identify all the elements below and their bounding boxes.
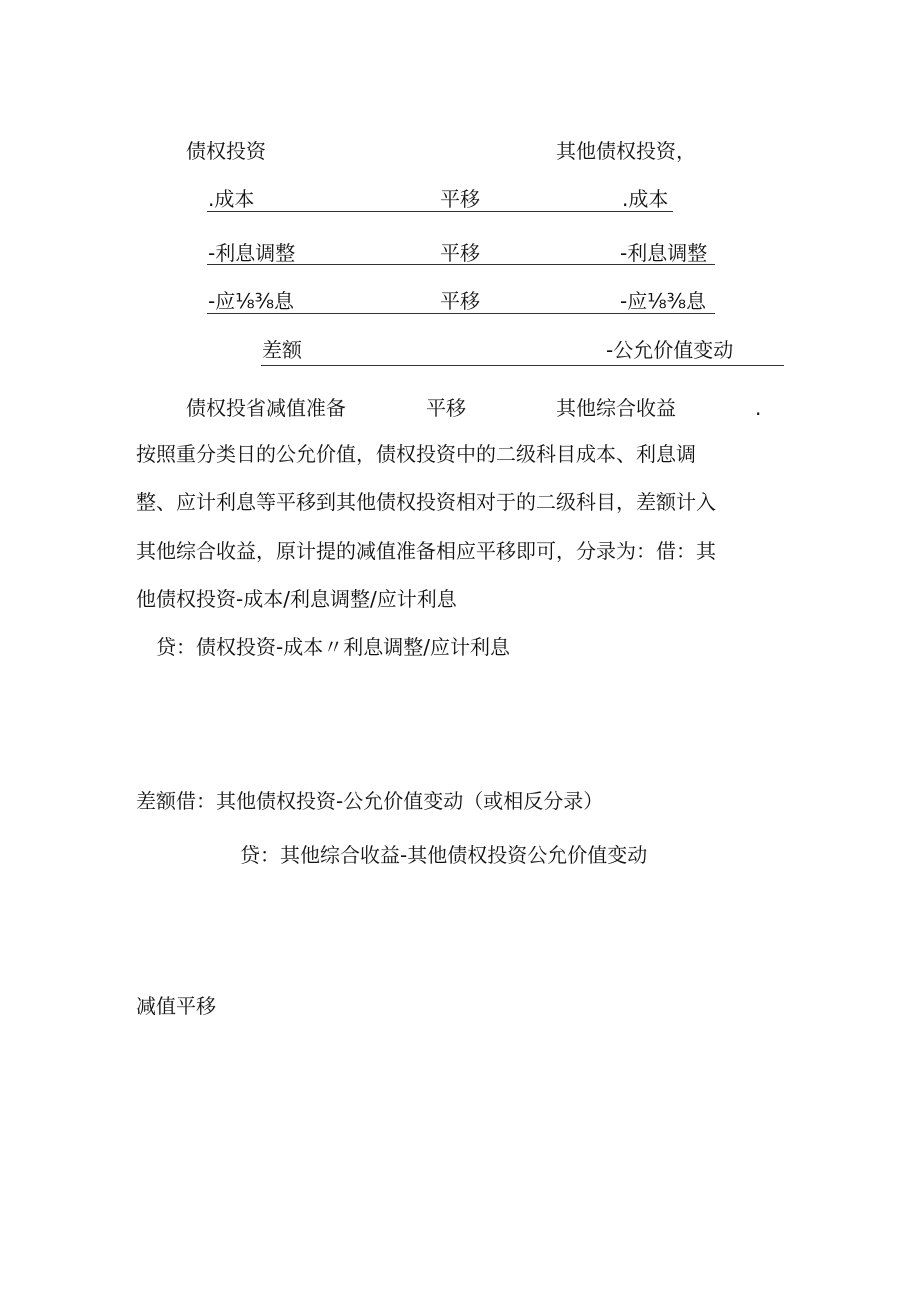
row-cost-underline [207, 211, 673, 212]
paragraph-line: 按照重分类日的公允价值，债权投资中的二级科目成本、利息调 [136, 442, 696, 466]
row-interest-adjust-right: -利息调整 [620, 241, 708, 265]
credit-entry-line: 贷：债权投资-成本〃利息调整/应计利息 [156, 635, 510, 659]
fair-value-change-label: -公允价值变动 [606, 338, 734, 362]
row-cost-mid: 平移 [440, 187, 480, 211]
impairment-reserve-label: 债权投省减值准备 [186, 396, 346, 420]
row-accrued-interest-mid: 平移 [440, 289, 480, 313]
row-interest-adjust-underline [207, 264, 715, 265]
paragraph-line: 整、应计利息等平移到其他债权投资相对于的二级科目，差额计入 [136, 490, 716, 514]
row-accrued-interest-underline [207, 313, 715, 314]
section-title: 减值平移 [136, 994, 216, 1018]
impairment-transfer-label: 平移 [426, 396, 466, 420]
paragraph-line: 他债权投资-成本/利息调整/应计利息 [136, 587, 457, 611]
paragraph-line: 其他综合收益，原计提的减值准备相应平移即可，分录为：借：其 [136, 539, 716, 563]
difference-debit-line: 差额借：其他债权投资-公允价值变动（或相反分录） [136, 789, 604, 813]
trailing-dot: . [755, 396, 762, 420]
row-interest-adjust-mid: 平移 [440, 241, 480, 265]
difference-label: 差额 [262, 338, 302, 362]
difference-underline [261, 365, 784, 366]
other-comprehensive-income-label: 其他综合收益 [556, 396, 676, 420]
row-cost-left: .成本 [208, 187, 255, 211]
difference-credit-line: 贷：其他综合收益-其他债权投资公允价值变动 [240, 843, 648, 867]
row-interest-adjust-left: -利息调整 [208, 241, 296, 265]
right-account-header: 其他债权投资， [556, 139, 696, 163]
row-accrued-interest-right: -应⅛⅜息 [620, 289, 706, 313]
left-account-header: 债权投资 [186, 139, 266, 163]
row-cost-right: .成本 [622, 187, 669, 211]
row-accrued-interest-left: -应⅛⅜息 [208, 289, 294, 313]
